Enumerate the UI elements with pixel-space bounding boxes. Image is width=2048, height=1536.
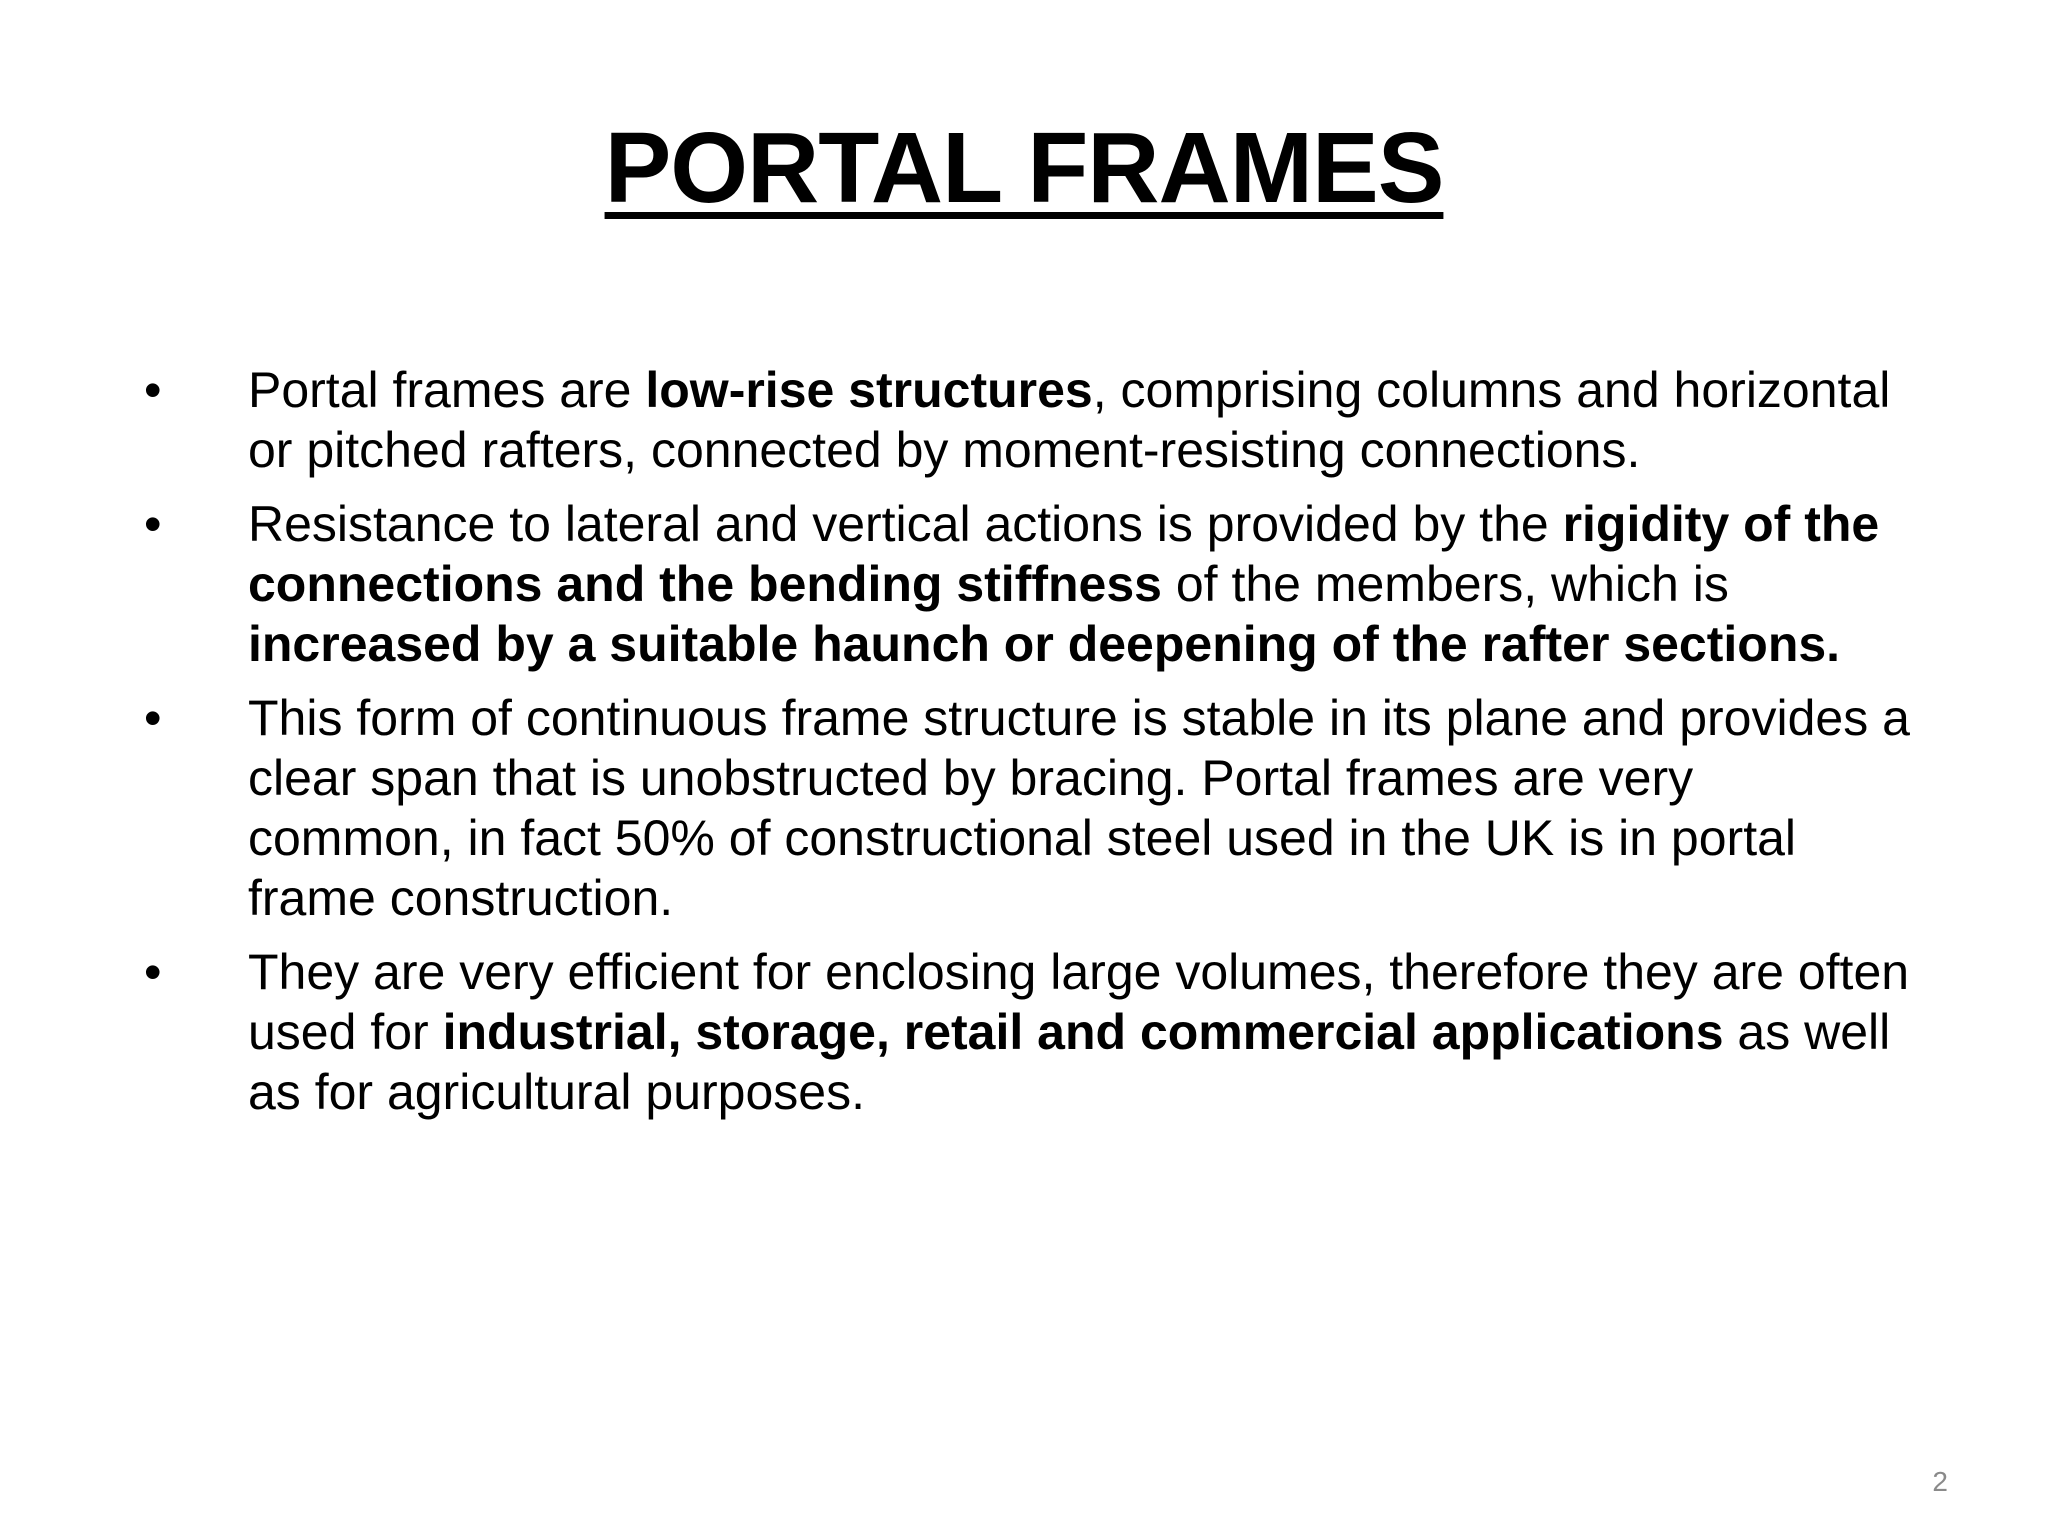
bullet-segment-bold: increased by a suitable haunch or deepening of the rafter sections.: [248, 616, 1841, 672]
bullet-marker: •: [144, 362, 162, 418]
bullet-segment: Resistance to lateral and vertical actions is provided by the: [248, 496, 1563, 552]
bullet-item: [140, 494, 1910, 674]
bullet-segment: Portal frames are: [248, 362, 646, 418]
bullet-segment: This form of continuous frame structure is stable in its plane and provides a clear span that is unobstructed by bracing. Portal frames are very common, in fact 50% of constructional steel used in the UK is in portal frame construction.: [248, 690, 1910, 926]
bullet-item: [140, 360, 1910, 480]
slide-title-text: PORTAL FRAMES: [604, 112, 1444, 224]
bullet-marker: •: [144, 944, 162, 1000]
bullet-segment-bold: industrial, storage, retail and commercial applications: [442, 1004, 1724, 1060]
bullet-segment-bold: rigidity of the connections and the bending stiffness: [248, 496, 1880, 612]
bullet-segment: , comprising columns and horizontal or pitched rafters, connected by moment-resisting connections.: [248, 362, 1891, 478]
bullet-item: [140, 942, 1910, 1122]
bullet-text: [248, 362, 1890, 478]
bullet-segment: of the members, which is: [1161, 556, 1729, 612]
bullet-text: [248, 944, 1909, 1120]
page-number: 2: [1932, 1466, 1948, 1497]
bullet-segment: as well as for agricultural purposes.: [248, 1004, 1891, 1120]
bullet-item: [140, 688, 1910, 928]
bullet-marker: •: [144, 690, 162, 746]
bullet-segment-bold: low-rise structures: [645, 362, 1093, 418]
bullet-text: [248, 496, 1879, 672]
bullet-list: [140, 360, 1910, 1136]
bullet-marker: •: [144, 496, 162, 552]
bullet-segment: They are very efficient for enclosing large volumes, therefore they are often used for: [248, 944, 1910, 1060]
bullet-text: [248, 690, 1910, 926]
slide-title: [0, 108, 2048, 228]
